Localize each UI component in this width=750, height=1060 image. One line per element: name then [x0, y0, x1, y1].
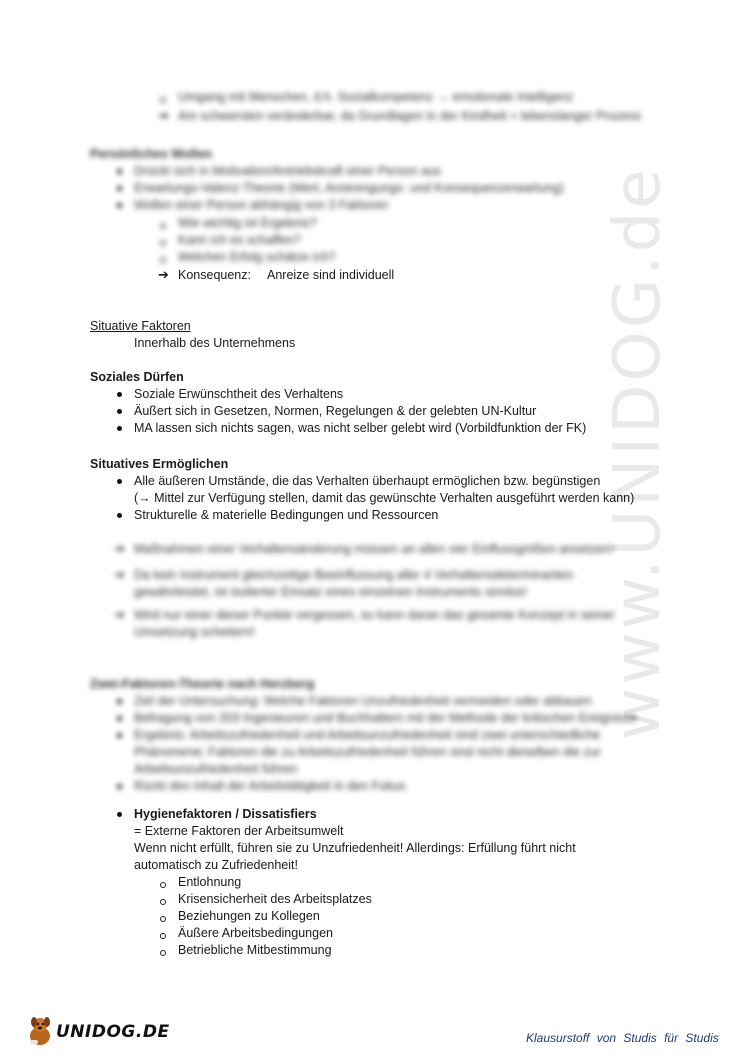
watermark: www.UNIDOG.de [601, 166, 675, 740]
circle-bullet-icon [160, 223, 166, 229]
blurred-line: Am schwersten veränderbar, da Grundlagen in der Kindheit + lebenslanger Prozess [178, 109, 642, 123]
arrow-icon: ➔ [114, 541, 125, 556]
circle-bullet-icon [160, 899, 166, 905]
section-heading: Soziales Dürfen [90, 370, 184, 384]
list-item: Krisensicherheit des Arbeitsplatzes [178, 892, 372, 906]
section-heading: Situative Faktoren [90, 319, 191, 333]
hygiene-heading: Hygienefaktoren / Dissatisfiers [134, 807, 317, 821]
list-item: Erwartungs-Valenz-Theorie (Wert, Anstrengungs- und Konsequenzerwartung) [134, 181, 564, 195]
bullet-icon [117, 513, 122, 518]
list-item: Entlohnung [178, 875, 242, 889]
footer-tagline: Klausurstoff von Studis für Studis [526, 1031, 719, 1045]
bullet-icon [117, 784, 122, 789]
blurred-line: Umsetzung scheitern! [134, 625, 255, 639]
arrow-icon: ➔ [158, 108, 169, 123]
bullet-icon [117, 203, 122, 208]
arrow-icon: ➔ [158, 267, 169, 282]
circle-bullet-icon [160, 240, 166, 246]
hygiene-line: Wenn nicht erfüllt, führen sie zu Unzufriedenheit! Allerdings: Erfüllung führt nicht [134, 841, 576, 855]
hygiene-line: = Externe Faktoren der Arbeitsumwelt [134, 824, 344, 838]
blurred-line: Umgang mit Menschen, d.h. Sozialkompetenz → emotionale Intelligenz [178, 90, 574, 104]
blurred-line: Wird nur einer dieser Punkte vergessen, so kann daran das gesamte Konzept in seiner [134, 608, 615, 622]
hygiene-line: automatisch zu Zufriedenheit! [134, 858, 298, 872]
circle-bullet-icon [160, 933, 166, 939]
bullet-icon [117, 733, 122, 738]
list-item: Alle äußeren Umstände, die das Verhalten überhaupt ermöglichen bzw. begünstigen [134, 474, 601, 488]
bullet-icon [117, 169, 122, 174]
list-item-continuation: Phänomene; Faktoren die zu Arbeitszufriedenheit führen sind nicht dieselben die zur [134, 745, 601, 759]
list-item: Beziehungen zu Kollegen [178, 909, 320, 923]
circle-bullet-icon [160, 916, 166, 922]
logo-text: UNIDOG.DE [56, 1022, 170, 1042]
list-item-continuation: (→ Mittel zur Verfügung stellen, damit das gewünschte Verhalten ausgeführt werden kann) [134, 491, 635, 505]
circle-bullet-icon [160, 257, 166, 263]
list-item-continuation: Arbeitsunzufriedenheit führen [134, 762, 298, 776]
bullet-icon [117, 716, 122, 721]
circle-bullet-icon [160, 882, 166, 888]
list-item: MA lassen sich nichts sagen, was nicht selber gelebt wird (Vorbildfunktion der FK) [134, 421, 587, 435]
dog-icon [26, 1014, 56, 1050]
section-heading: Persönliches Wollen [90, 147, 213, 161]
konsequenz-text: Anreize sind individuell [267, 268, 395, 282]
bullet-icon [117, 479, 122, 484]
section-heading: Situatives Ermöglichen [90, 457, 229, 471]
bullet-icon [117, 812, 122, 817]
blurred-line: Maßnahmen einer Verhaltensänderung müssen an allen vier Einflussgrößen ansetzen! [134, 542, 614, 556]
list-item: Äußert sich in Gesetzen, Normen, Regelungen & der gelebten UN-Kultur [134, 404, 537, 418]
list-item: Wollen einer Person abhängig von 3 Faktoren [134, 198, 389, 212]
list-item: Welchen Erfolg schätze ich? [178, 250, 336, 264]
list-item: Drückt sich in Motivation/Antriebskraft einer Person aus [134, 164, 442, 178]
blurred-line: gewährleistet, ist isolierter Einsatz eines einzelnen Instruments sinnlos! [134, 585, 528, 599]
list-item: Rückt den Inhalt der Arbeitstätigkeit in den Fokus [134, 779, 406, 793]
list-item: Ziel der Untersuchung: Welche Faktoren Unzufriedenheit vermeiden oder abbauen [134, 694, 592, 708]
subheading: Innerhalb des Unternehmens [134, 336, 296, 350]
bullet-icon [117, 186, 122, 191]
bullet-icon [117, 392, 122, 397]
arrow-icon: ➔ [114, 607, 125, 622]
list-item: Ergebnis: Arbeitszufriedenheit und Arbeitsunzufriedenheit sind zwei unterschiedliche [134, 728, 601, 742]
circle-bullet-icon [160, 97, 166, 103]
section-heading: Zwei-Faktoren-Theorie nach Herzberg [90, 677, 315, 691]
list-item: Äußere Arbeitsbedingungen [178, 926, 333, 940]
bullet-icon [117, 699, 122, 704]
arrow-icon: ➔ [114, 567, 125, 582]
list-item: Befragung von 203 Ingenieuren und Buchhaltern mit der Methode der kritischen Ereignisse [134, 711, 638, 725]
bullet-icon [117, 426, 122, 431]
list-item: Soziale Erwünschtheit des Verhaltens [134, 387, 344, 401]
bullet-icon [117, 409, 122, 414]
circle-bullet-icon [160, 950, 166, 956]
konsequenz-label: Konsequenz: [178, 268, 251, 282]
list-item: Wie wichtig ist Ergebnis? [178, 216, 317, 230]
blurred-line: Da kein Instrument gleichzeitige Beeinflussung aller 4 Verhaltensdeterminanten [134, 568, 574, 582]
unidog-logo [26, 1014, 170, 1050]
list-item: Betriebliche Mitbestimmung [178, 943, 332, 957]
list-item: Kann ich es schaffen? [178, 233, 301, 247]
list-item: Strukturelle & materielle Bedingungen und Ressourcen [134, 508, 439, 522]
